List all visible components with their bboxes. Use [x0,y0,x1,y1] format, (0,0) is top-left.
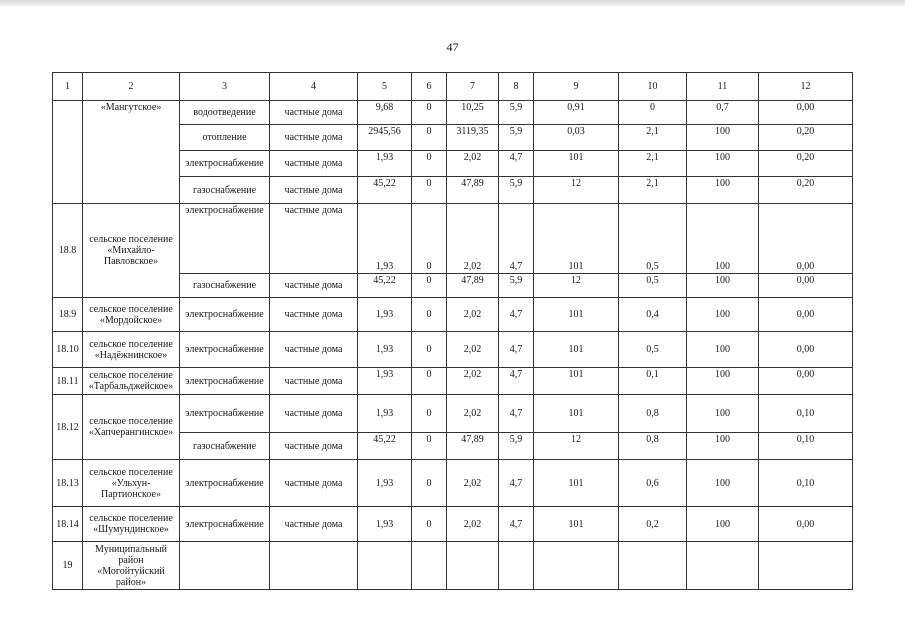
housing-type: частные дома [270,395,358,433]
value-c11: 100 [687,177,759,204]
value-c11: 100 [687,433,759,460]
value-c6: 0 [412,298,447,332]
value-c11: 100 [687,125,759,151]
service-type: газоснабжение [180,177,270,204]
value-c10: 0,2 [619,507,687,542]
value-c8: 5,9 [499,177,534,204]
value-c5: 1,93 [358,395,412,433]
housing-type: частные дома [270,332,358,368]
row-number: 18.8 [53,204,83,298]
value-c12: 0,10 [759,460,853,507]
value-c12: 0,00 [759,368,853,395]
value-c12: 0,20 [759,177,853,204]
value-c5: 9,68 [358,101,412,125]
value-c6: 0 [412,125,447,151]
value-c7: 2,02 [447,332,499,368]
value-c5: 1,93 [358,151,412,177]
table-row [53,542,853,590]
service-type: водоотведение [180,101,270,125]
settlement-name: сельское поселение «Ульхун-Партионское» [83,460,180,507]
value-c6: 0 [412,204,447,274]
value-c10: 0,5 [619,204,687,274]
value-c10: 0,8 [619,433,687,460]
service-type: электроснабжение [180,507,270,542]
row-number: 18.11 [53,368,83,395]
value-c8: 5,9 [499,433,534,460]
value-c10: 2,1 [619,151,687,177]
value-c5: 2945,56 [358,125,412,151]
value-c9 [534,542,619,590]
value-c8: 4,7 [499,298,534,332]
table-row [53,298,853,332]
table-row [53,101,853,125]
value-c7: 2,02 [447,204,499,274]
value-c5: 45,22 [358,177,412,204]
value-c5: 1,93 [358,507,412,542]
table-row [53,368,853,395]
value-c8: 5,9 [499,101,534,125]
housing-type [270,542,358,590]
housing-type: частные дома [270,460,358,507]
table-row [53,332,853,368]
value-c5: 45,22 [358,433,412,460]
value-c8 [499,542,534,590]
header-cell-7: 7 [447,73,499,101]
settlement-name: «Мангутское» [83,101,180,204]
value-c10: 0,8 [619,395,687,433]
value-c11: 100 [687,298,759,332]
value-c9: 101 [534,460,619,507]
value-c6: 0 [412,177,447,204]
value-c12: 0,00 [759,298,853,332]
value-c6: 0 [412,151,447,177]
value-c9: 101 [534,368,619,395]
value-c7: 10,25 [447,101,499,125]
row-number [53,101,83,204]
value-c8: 4,7 [499,151,534,177]
settlement-name: Муниципальный район «Могойтуйский район» [83,542,180,590]
value-c11: 100 [687,395,759,433]
value-c6: 0 [412,507,447,542]
value-c12: 0,20 [759,151,853,177]
service-type: электроснабжение [180,395,270,433]
table-row [53,204,853,274]
value-c6: 0 [412,332,447,368]
value-c9: 12 [534,274,619,298]
value-c9: 101 [534,332,619,368]
settlement-name: сельское поселение «Тарбальджейское» [83,368,180,395]
service-type: электроснабжение [180,368,270,395]
value-c8: 4,7 [499,204,534,274]
housing-type: частные дома [270,177,358,204]
value-c9: 101 [534,507,619,542]
value-c11: 0,7 [687,101,759,125]
service-type: электроснабжение [180,298,270,332]
housing-type: частные дома [270,507,358,542]
page-number: 47 [446,40,459,54]
value-c6: 0 [412,101,447,125]
header-cell-4: 4 [270,73,358,101]
value-c9: 12 [534,177,619,204]
value-c11: 100 [687,332,759,368]
tariff-table [52,72,853,590]
row-number: 18.13 [53,460,83,507]
value-c10: 0,4 [619,298,687,332]
value-c6: 0 [412,395,447,433]
value-c7: 2,02 [447,460,499,507]
value-c6: 0 [412,274,447,298]
service-type: газоснабжение [180,274,270,298]
header-cell-6: 6 [412,73,447,101]
value-c9: 0,91 [534,101,619,125]
table-row [53,507,853,542]
value-c6: 0 [412,433,447,460]
value-c7: 2,02 [447,298,499,332]
service-type: электроснабжение [180,204,270,274]
header-cell-9: 9 [534,73,619,101]
value-c12 [759,542,853,590]
value-c7: 3119,35 [447,125,499,151]
row-number: 18.14 [53,507,83,542]
housing-type: частные дома [270,204,358,274]
value-c8: 5,9 [499,125,534,151]
value-c7: 47,89 [447,274,499,298]
housing-type: частные дома [270,101,358,125]
row-number: 18.10 [53,332,83,368]
service-type: электроснабжение [180,151,270,177]
row-number: 19 [53,542,83,590]
header-cell-1: 1 [53,73,83,101]
value-c10: 0,6 [619,460,687,507]
value-c9: 12 [534,433,619,460]
value-c12: 0,00 [759,274,853,298]
value-c7: 2,02 [447,368,499,395]
value-c7: 47,89 [447,433,499,460]
value-c9: 101 [534,151,619,177]
table-row [53,395,853,433]
header-cell-11: 11 [687,73,759,101]
value-c10: 0,5 [619,274,687,298]
settlement-name: сельское поселение «Хапчерангинское» [83,395,180,460]
value-c12: 0,00 [759,332,853,368]
value-c7 [447,542,499,590]
value-c11: 100 [687,368,759,395]
value-c8: 4,7 [499,332,534,368]
housing-type: частные дома [270,368,358,395]
value-c10: 2,1 [619,125,687,151]
service-type: электроснабжение [180,332,270,368]
value-c9: 101 [534,204,619,274]
value-c10: 0 [619,101,687,125]
settlement-name: сельское поселение «Шумундинское» [83,507,180,542]
value-c7: 2,02 [447,395,499,433]
value-c11: 100 [687,507,759,542]
top-scan-edge [0,0,905,6]
value-c8: 4,7 [499,460,534,507]
value-c9: 101 [534,395,619,433]
settlement-name: сельское поселение «Мордойское» [83,298,180,332]
value-c5: 1,93 [358,332,412,368]
housing-type: частные дома [270,433,358,460]
service-type: газоснабжение [180,433,270,460]
header-cell-3: 3 [180,73,270,101]
value-c5: 1,93 [358,204,412,274]
value-c8: 4,7 [499,507,534,542]
value-c10: 2,1 [619,177,687,204]
housing-type: частные дома [270,151,358,177]
value-c8: 4,7 [499,395,534,433]
value-c8: 5,9 [499,274,534,298]
housing-type: частные дома [270,274,358,298]
value-c5 [358,542,412,590]
value-c5: 1,93 [358,298,412,332]
value-c10 [619,542,687,590]
settlement-name: сельское поселение «Михайло-Павловское» [83,204,180,298]
value-c6: 0 [412,460,447,507]
value-c7: 47,89 [447,177,499,204]
value-c11: 100 [687,151,759,177]
value-c12: 0,10 [759,395,853,433]
header-cell-10: 10 [619,73,687,101]
value-c12: 0,00 [759,204,853,274]
housing-type: частные дома [270,298,358,332]
value-c11: 100 [687,460,759,507]
value-c10: 0,5 [619,332,687,368]
service-type [180,542,270,590]
table-row [53,460,853,507]
header-row [53,73,853,101]
value-c7: 2,02 [447,507,499,542]
header-cell-2: 2 [83,73,180,101]
value-c12: 0,10 [759,433,853,460]
value-c12: 0,20 [759,125,853,151]
header-cell-8: 8 [499,73,534,101]
value-c11 [687,542,759,590]
value-c6 [412,542,447,590]
value-c9: 0,03 [534,125,619,151]
value-c5: 1,93 [358,368,412,395]
value-c10: 0,1 [619,368,687,395]
value-c7: 2,02 [447,151,499,177]
value-c9: 101 [534,298,619,332]
service-type: отопление [180,125,270,151]
value-c6: 0 [412,368,447,395]
value-c12: 0,00 [759,507,853,542]
header-cell-5: 5 [358,73,412,101]
service-type: электроснабжение [180,460,270,507]
housing-type: частные дома [270,125,358,151]
settlement-name: сельское поселение «Надёжнинское» [83,332,180,368]
row-number: 18.12 [53,395,83,460]
value-c12: 0,00 [759,101,853,125]
value-c8: 4,7 [499,368,534,395]
value-c5: 1,93 [358,460,412,507]
value-c11: 100 [687,204,759,274]
value-c5: 45,22 [358,274,412,298]
value-c11: 100 [687,274,759,298]
header-cell-12: 12 [759,73,853,101]
row-number: 18.9 [53,298,83,332]
